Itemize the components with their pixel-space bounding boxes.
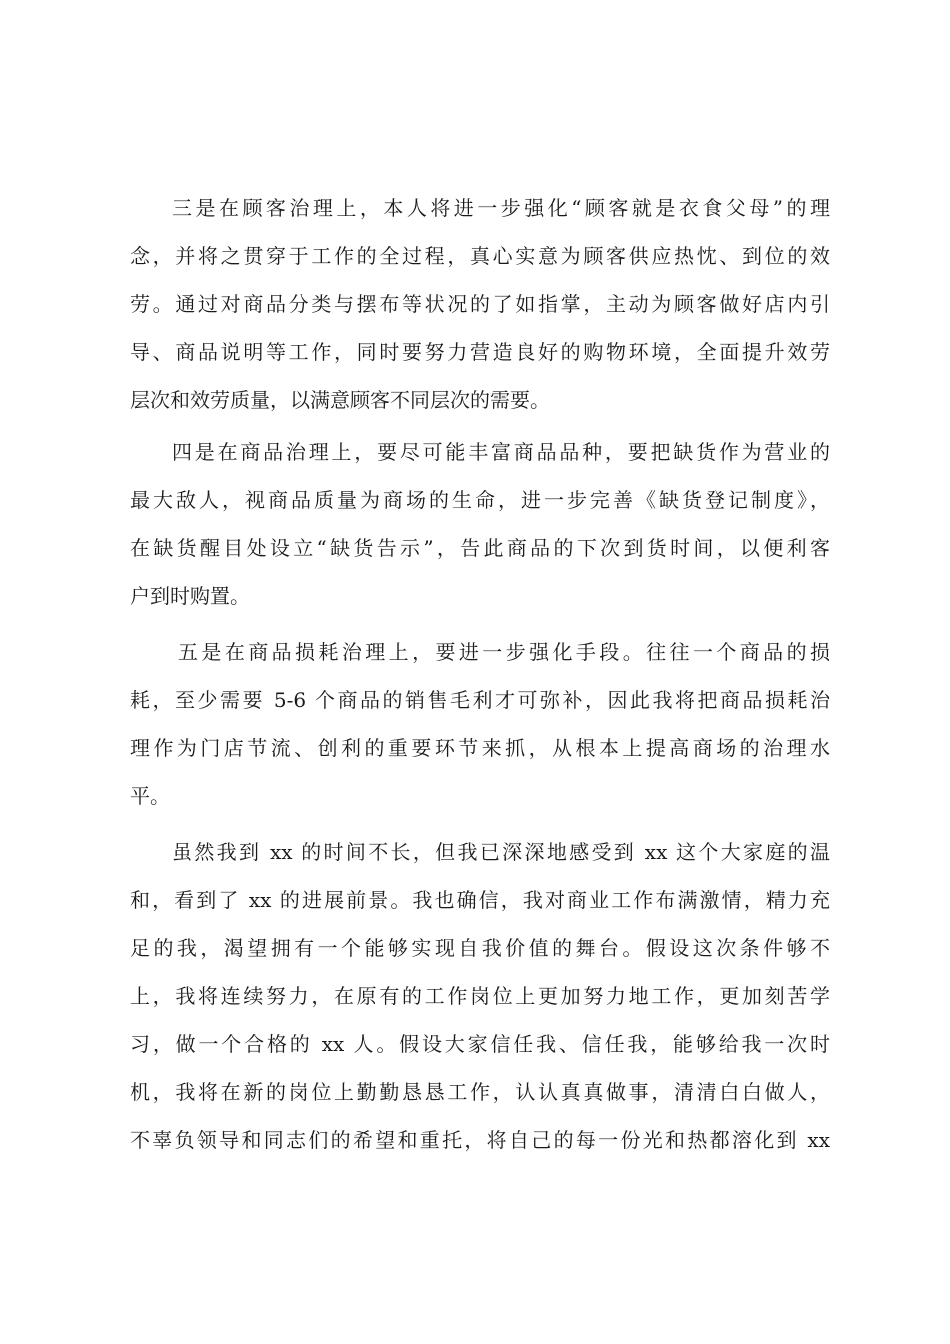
paragraph-4-line-1: 四是在商品治理上，要尽可能丰富商品品种，要把缺货作为营业的 — [172, 440, 830, 464]
paragraph-3-line-5: 层次和效劳质量，以满意顾客不同层次的需要。 — [130, 388, 550, 412]
paragraph-3-line-1: 三是在顾客治理上，本人将进一步强化“顾客就是衣食父母”的理 — [172, 196, 830, 220]
paragraph-3-line-2: 念，并将之贯穿于工作的全过程，真心实意为顾客供应热忱、到位的效 — [130, 244, 830, 268]
paragraph-6-line-5: 习，做一个合格的 xx 人。假设大家信任我、信任我，能够给我一次时 — [130, 1032, 830, 1056]
paragraph-5-line-2: 耗，至少需要 5-6 个商品的销售毛利才可弥补，因此我将把商品损耗治 — [130, 688, 830, 712]
paragraph-6-line-6: 机，我将在新的岗位上勤勤恳恳工作，认认真真做事，清清白白做人， — [130, 1080, 830, 1104]
paragraph-4-line-4: 户到时购置。 — [130, 584, 250, 608]
paragraph-3-line-3: 劳。通过对商品分类与摆布等状况的了如指掌，主动为顾客做好店内引 — [130, 292, 830, 316]
paragraph-6-line-1: 虽然我到 xx 的时间不长，但我已深深地感受到 xx 这个大家庭的温 — [172, 840, 830, 864]
paragraph-6-line-2: 和，看到了 xx 的进展前景。我也确信，我对商业工作布满激情，精力充 — [130, 888, 830, 912]
paragraph-5-line-3: 理作为门店节流、创利的重要环节来抓，从根本上提高商场的治理水 — [130, 736, 830, 760]
paragraph-4-line-2: 最大敌人，视商品质量为商场的生命，进一步完善《缺货登记制度》， — [130, 488, 830, 512]
paragraph-4-line-3: 在缺货醒目处设立“缺货告示”，告此商品的下次到货时间，以便利客 — [130, 536, 830, 560]
paragraph-5-line-4: 平。 — [130, 784, 170, 808]
paragraph-5-line-1: 五是在商品损耗治理上，要进一步强化手段。往往一个商品的损 — [178, 640, 830, 664]
paragraph-6-line-4: 上，我将连续努力，在原有的工作岗位上更加努力地工作，更加刻苦学 — [130, 984, 830, 1008]
paragraph-3-line-4: 导、商品说明等工作，同时要努力营造良好的购物环境，全面提升效劳 — [130, 340, 830, 364]
paragraph-6-line-3: 足的我，渴望拥有一个能够实现自我价值的舞台。假设这次条件够不 — [130, 936, 830, 960]
paragraph-6-line-7: 不辜负领导和同志们的希望和重托，将自己的每一份光和热都溶化到 xx — [130, 1128, 830, 1152]
